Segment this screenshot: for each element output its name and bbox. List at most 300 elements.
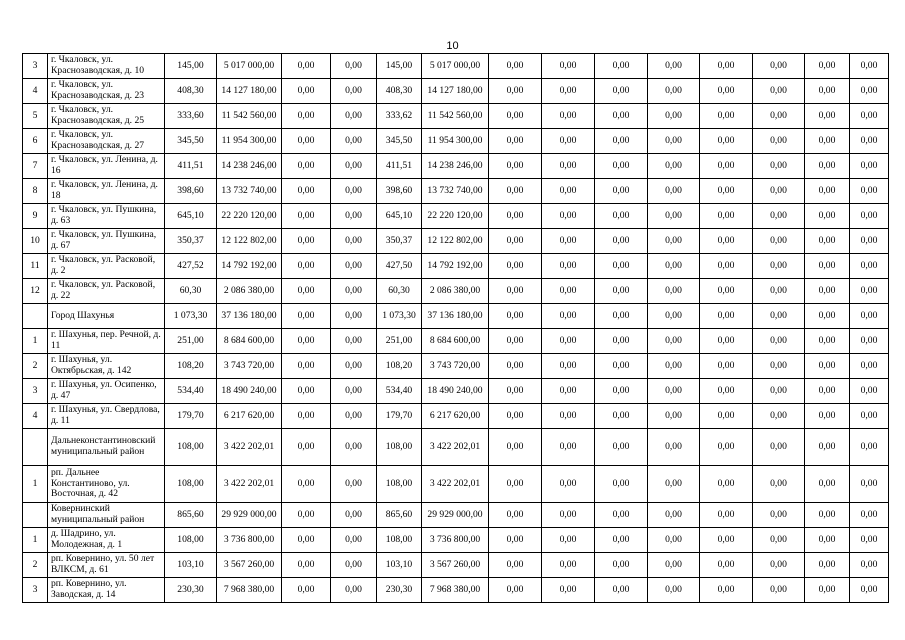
value-cell: 0,00 bbox=[331, 528, 377, 553]
value-cell: 0,00 bbox=[805, 204, 850, 229]
value-cell: 0,00 bbox=[850, 429, 889, 466]
value-cell: 0,00 bbox=[542, 466, 595, 503]
table-body bbox=[23, 54, 889, 603]
row-number-cell: 4 bbox=[23, 79, 48, 104]
value-cell: 0,00 bbox=[282, 466, 331, 503]
value-cell: 0,00 bbox=[489, 379, 542, 404]
table-row bbox=[23, 329, 889, 354]
cost-cell: 14 792 192,00 bbox=[422, 254, 489, 279]
area-cell: 179,70 bbox=[165, 404, 217, 429]
value-cell: 0,00 bbox=[542, 329, 595, 354]
cost-cell: 14 127 180,00 bbox=[422, 79, 489, 104]
value-cell: 0,00 bbox=[542, 79, 595, 104]
address-cell: г. Чкаловск, ул. Пушкина, д. 63 bbox=[48, 204, 165, 229]
area-cell: 145,00 bbox=[377, 54, 422, 79]
row-number-cell: 4 bbox=[23, 404, 48, 429]
area-cell: 350,37 bbox=[377, 229, 422, 254]
value-cell: 0,00 bbox=[595, 279, 648, 304]
value-cell: 0,00 bbox=[648, 354, 700, 379]
value-cell: 0,00 bbox=[648, 503, 700, 528]
area-cell: 534,40 bbox=[165, 379, 217, 404]
value-cell: 0,00 bbox=[805, 578, 850, 603]
address-cell: г. Шахунья, ул. Осипенко, д. 47 bbox=[48, 379, 165, 404]
table-row bbox=[23, 466, 889, 503]
value-cell: 0,00 bbox=[595, 354, 648, 379]
row-number-cell: 8 bbox=[23, 179, 48, 204]
value-cell: 0,00 bbox=[595, 404, 648, 429]
cost-cell: 5 017 000,00 bbox=[217, 54, 282, 79]
value-cell: 0,00 bbox=[331, 79, 377, 104]
value-cell: 0,00 bbox=[542, 54, 595, 79]
value-cell: 0,00 bbox=[595, 179, 648, 204]
value-cell: 0,00 bbox=[850, 466, 889, 503]
value-cell: 0,00 bbox=[850, 54, 889, 79]
row-number-cell: 1 bbox=[23, 466, 48, 503]
value-cell: 0,00 bbox=[850, 154, 889, 179]
value-cell: 0,00 bbox=[595, 379, 648, 404]
value-cell: 0,00 bbox=[805, 429, 850, 466]
cost-cell: 3 736 800,00 bbox=[217, 528, 282, 553]
value-cell: 0,00 bbox=[805, 179, 850, 204]
value-cell: 0,00 bbox=[542, 429, 595, 466]
table-row bbox=[23, 429, 889, 466]
cost-cell: 3 422 202,01 bbox=[422, 429, 489, 466]
value-cell: 0,00 bbox=[805, 379, 850, 404]
value-cell: 0,00 bbox=[648, 129, 700, 154]
value-cell: 0,00 bbox=[595, 154, 648, 179]
value-cell: 0,00 bbox=[700, 578, 753, 603]
value-cell: 0,00 bbox=[805, 404, 850, 429]
value-cell: 0,00 bbox=[542, 279, 595, 304]
value-cell: 0,00 bbox=[805, 503, 850, 528]
value-cell: 0,00 bbox=[700, 553, 753, 578]
table-row bbox=[23, 553, 889, 578]
cost-cell: 2 086 380,00 bbox=[217, 279, 282, 304]
table-row bbox=[23, 54, 889, 79]
area-cell: 145,00 bbox=[165, 54, 217, 79]
area-cell: 230,30 bbox=[377, 578, 422, 603]
value-cell: 0,00 bbox=[331, 578, 377, 603]
value-cell: 0,00 bbox=[805, 304, 850, 329]
value-cell: 0,00 bbox=[648, 553, 700, 578]
value-cell: 0,00 bbox=[595, 429, 648, 466]
value-cell: 0,00 bbox=[850, 354, 889, 379]
cost-cell: 8 684 600,00 bbox=[217, 329, 282, 354]
cost-cell: 14 792 192,00 bbox=[217, 254, 282, 279]
value-cell: 0,00 bbox=[489, 304, 542, 329]
area-cell: 1 073,30 bbox=[165, 304, 217, 329]
value-cell: 0,00 bbox=[542, 553, 595, 578]
value-cell: 0,00 bbox=[331, 279, 377, 304]
value-cell: 0,00 bbox=[648, 154, 700, 179]
value-cell: 0,00 bbox=[331, 229, 377, 254]
area-cell: 408,30 bbox=[165, 79, 217, 104]
value-cell: 0,00 bbox=[700, 179, 753, 204]
value-cell: 0,00 bbox=[805, 229, 850, 254]
value-cell: 0,00 bbox=[489, 329, 542, 354]
value-cell: 0,00 bbox=[850, 304, 889, 329]
area-cell: 108,00 bbox=[377, 429, 422, 466]
value-cell: 0,00 bbox=[700, 354, 753, 379]
value-cell: 0,00 bbox=[489, 503, 542, 528]
value-cell: 0,00 bbox=[850, 279, 889, 304]
value-cell: 0,00 bbox=[700, 279, 753, 304]
value-cell: 0,00 bbox=[331, 379, 377, 404]
value-cell: 0,00 bbox=[282, 129, 331, 154]
value-cell: 0,00 bbox=[282, 329, 331, 354]
value-cell: 0,00 bbox=[331, 129, 377, 154]
table-row bbox=[23, 578, 889, 603]
value-cell: 0,00 bbox=[542, 129, 595, 154]
value-cell: 0,00 bbox=[282, 578, 331, 603]
value-cell: 0,00 bbox=[850, 179, 889, 204]
value-cell: 0,00 bbox=[542, 104, 595, 129]
table-row bbox=[23, 179, 889, 204]
area-cell: 345,50 bbox=[377, 129, 422, 154]
table-row bbox=[23, 129, 889, 154]
row-number-cell: 3 bbox=[23, 54, 48, 79]
address-cell: Ковернинский муниципальный район bbox=[48, 503, 165, 528]
value-cell: 0,00 bbox=[805, 254, 850, 279]
cost-cell: 11 954 300,00 bbox=[422, 129, 489, 154]
table-row bbox=[23, 528, 889, 553]
value-cell: 0,00 bbox=[282, 254, 331, 279]
value-cell: 0,00 bbox=[753, 79, 805, 104]
row-number-cell: 2 bbox=[23, 354, 48, 379]
address-cell: Город Шахунья bbox=[48, 304, 165, 329]
value-cell: 0,00 bbox=[595, 204, 648, 229]
address-cell: г. Чкаловск, ул. Краснозаводская, д. 23 bbox=[48, 79, 165, 104]
value-cell: 0,00 bbox=[648, 329, 700, 354]
row-number-cell: 2 bbox=[23, 553, 48, 578]
table-row bbox=[23, 503, 889, 528]
value-cell: 0,00 bbox=[850, 254, 889, 279]
value-cell: 0,00 bbox=[282, 354, 331, 379]
value-cell: 0,00 bbox=[700, 329, 753, 354]
value-cell: 0,00 bbox=[805, 79, 850, 104]
value-cell: 0,00 bbox=[648, 229, 700, 254]
cost-cell: 14 238 246,00 bbox=[422, 154, 489, 179]
table-row bbox=[23, 304, 889, 329]
row-number-cell: 3 bbox=[23, 578, 48, 603]
value-cell: 0,00 bbox=[489, 179, 542, 204]
area-cell: 108,00 bbox=[377, 528, 422, 553]
value-cell: 0,00 bbox=[753, 503, 805, 528]
table-row bbox=[23, 154, 889, 179]
table-row bbox=[23, 354, 889, 379]
value-cell: 0,00 bbox=[700, 54, 753, 79]
value-cell: 0,00 bbox=[542, 229, 595, 254]
cost-cell: 29 929 000,00 bbox=[217, 503, 282, 528]
cost-cell: 12 122 802,00 bbox=[217, 229, 282, 254]
value-cell: 0,00 bbox=[700, 79, 753, 104]
value-cell: 0,00 bbox=[331, 179, 377, 204]
value-cell: 0,00 bbox=[700, 154, 753, 179]
value-cell: 0,00 bbox=[648, 254, 700, 279]
value-cell: 0,00 bbox=[805, 329, 850, 354]
cost-cell: 37 136 180,00 bbox=[422, 304, 489, 329]
address-cell: д. Шадрино, ул. Молодежная, д. 1 bbox=[48, 528, 165, 553]
area-cell: 251,00 bbox=[165, 329, 217, 354]
cost-cell: 13 732 740,00 bbox=[422, 179, 489, 204]
cost-cell: 8 684 600,00 bbox=[422, 329, 489, 354]
value-cell: 0,00 bbox=[805, 354, 850, 379]
cost-cell: 13 732 740,00 bbox=[217, 179, 282, 204]
cost-cell: 11 954 300,00 bbox=[217, 129, 282, 154]
value-cell: 0,00 bbox=[595, 129, 648, 154]
housing-table bbox=[22, 53, 889, 603]
value-cell: 0,00 bbox=[282, 229, 331, 254]
value-cell: 0,00 bbox=[850, 379, 889, 404]
value-cell: 0,00 bbox=[850, 129, 889, 154]
value-cell: 0,00 bbox=[595, 54, 648, 79]
area-cell: 108,20 bbox=[377, 354, 422, 379]
address-cell: г. Шахунья, ул. Свердлова, д. 11 bbox=[48, 404, 165, 429]
value-cell: 0,00 bbox=[489, 104, 542, 129]
value-cell: 0,00 bbox=[753, 429, 805, 466]
value-cell: 0,00 bbox=[489, 404, 542, 429]
value-cell: 0,00 bbox=[753, 354, 805, 379]
table-row bbox=[23, 379, 889, 404]
value-cell: 0,00 bbox=[648, 279, 700, 304]
value-cell: 0,00 bbox=[595, 578, 648, 603]
row-number-cell bbox=[23, 429, 48, 466]
area-cell: 398,60 bbox=[377, 179, 422, 204]
area-cell: 1 073,30 bbox=[377, 304, 422, 329]
row-number-cell: 1 bbox=[23, 528, 48, 553]
row-number-cell: 3 bbox=[23, 379, 48, 404]
value-cell: 0,00 bbox=[753, 54, 805, 79]
value-cell: 0,00 bbox=[595, 503, 648, 528]
address-cell: Дальнеконстантиновский муниципальный район bbox=[48, 429, 165, 466]
area-cell: 398,60 bbox=[165, 179, 217, 204]
value-cell: 0,00 bbox=[805, 154, 850, 179]
address-cell: г. Чкаловск, ул. Краснозаводская, д. 25 bbox=[48, 104, 165, 129]
value-cell: 0,00 bbox=[805, 528, 850, 553]
value-cell: 0,00 bbox=[753, 129, 805, 154]
cost-cell: 3 567 260,00 bbox=[217, 553, 282, 578]
area-cell: 108,00 bbox=[165, 528, 217, 553]
value-cell: 0,00 bbox=[648, 79, 700, 104]
value-cell: 0,00 bbox=[542, 204, 595, 229]
value-cell: 0,00 bbox=[700, 129, 753, 154]
value-cell: 0,00 bbox=[850, 404, 889, 429]
value-cell: 0,00 bbox=[648, 404, 700, 429]
cost-cell: 14 238 246,00 bbox=[217, 154, 282, 179]
address-cell: г. Чкаловск, ул. Краснозаводская, д. 27 bbox=[48, 129, 165, 154]
cost-cell: 3 743 720,00 bbox=[217, 354, 282, 379]
value-cell: 0,00 bbox=[805, 279, 850, 304]
value-cell: 0,00 bbox=[542, 503, 595, 528]
value-cell: 0,00 bbox=[700, 204, 753, 229]
value-cell: 0,00 bbox=[850, 553, 889, 578]
value-cell: 0,00 bbox=[282, 404, 331, 429]
value-cell: 0,00 bbox=[850, 104, 889, 129]
value-cell: 0,00 bbox=[805, 54, 850, 79]
value-cell: 0,00 bbox=[850, 229, 889, 254]
value-cell: 0,00 bbox=[282, 304, 331, 329]
value-cell: 0,00 bbox=[753, 404, 805, 429]
area-cell: 408,30 bbox=[377, 79, 422, 104]
value-cell: 0,00 bbox=[700, 379, 753, 404]
value-cell: 0,00 bbox=[282, 379, 331, 404]
cost-cell: 2 086 380,00 bbox=[422, 279, 489, 304]
value-cell: 0,00 bbox=[753, 154, 805, 179]
cost-cell: 12 122 802,00 bbox=[422, 229, 489, 254]
area-cell: 103,10 bbox=[165, 553, 217, 578]
value-cell: 0,00 bbox=[648, 204, 700, 229]
value-cell: 0,00 bbox=[331, 204, 377, 229]
value-cell: 0,00 bbox=[331, 404, 377, 429]
cost-cell: 7 968 380,00 bbox=[422, 578, 489, 603]
value-cell: 0,00 bbox=[542, 528, 595, 553]
value-cell: 0,00 bbox=[850, 79, 889, 104]
value-cell: 0,00 bbox=[753, 304, 805, 329]
value-cell: 0,00 bbox=[700, 528, 753, 553]
value-cell: 0,00 bbox=[753, 204, 805, 229]
value-cell: 0,00 bbox=[648, 104, 700, 129]
cost-cell: 6 217 620,00 bbox=[422, 404, 489, 429]
value-cell: 0,00 bbox=[753, 279, 805, 304]
value-cell: 0,00 bbox=[331, 503, 377, 528]
row-number-cell: 7 bbox=[23, 154, 48, 179]
value-cell: 0,00 bbox=[331, 304, 377, 329]
row-number-cell: 10 bbox=[23, 229, 48, 254]
value-cell: 0,00 bbox=[489, 204, 542, 229]
address-cell: г. Чкаловск, ул. Краснозаводская, д. 10 bbox=[48, 54, 165, 79]
address-cell: г. Шахунья, ул. Октябрьская, д. 142 bbox=[48, 354, 165, 379]
value-cell: 0,00 bbox=[648, 379, 700, 404]
value-cell: 0,00 bbox=[282, 54, 331, 79]
value-cell: 0,00 bbox=[648, 304, 700, 329]
cost-cell: 3 422 202,01 bbox=[217, 466, 282, 503]
cost-cell: 3 743 720,00 bbox=[422, 354, 489, 379]
cost-cell: 22 220 120,00 bbox=[422, 204, 489, 229]
area-cell: 411,51 bbox=[165, 154, 217, 179]
value-cell: 0,00 bbox=[700, 503, 753, 528]
value-cell: 0,00 bbox=[753, 466, 805, 503]
value-cell: 0,00 bbox=[282, 528, 331, 553]
cost-cell: 29 929 000,00 bbox=[422, 503, 489, 528]
value-cell: 0,00 bbox=[850, 578, 889, 603]
value-cell: 0,00 bbox=[648, 54, 700, 79]
value-cell: 0,00 bbox=[489, 528, 542, 553]
row-number-cell: 5 bbox=[23, 104, 48, 129]
value-cell: 0,00 bbox=[753, 179, 805, 204]
cost-cell: 18 490 240,00 bbox=[422, 379, 489, 404]
value-cell: 0,00 bbox=[489, 354, 542, 379]
cost-cell: 3 422 202,01 bbox=[422, 466, 489, 503]
area-cell: 251,00 bbox=[377, 329, 422, 354]
area-cell: 108,20 bbox=[165, 354, 217, 379]
value-cell: 0,00 bbox=[850, 329, 889, 354]
row-number-cell: 1 bbox=[23, 329, 48, 354]
value-cell: 0,00 bbox=[542, 254, 595, 279]
cost-cell: 3 422 202,01 bbox=[217, 429, 282, 466]
value-cell: 0,00 bbox=[648, 429, 700, 466]
value-cell: 0,00 bbox=[489, 79, 542, 104]
value-cell: 0,00 bbox=[331, 104, 377, 129]
value-cell: 0,00 bbox=[542, 379, 595, 404]
table-row bbox=[23, 404, 889, 429]
value-cell: 0,00 bbox=[489, 54, 542, 79]
area-cell: 230,30 bbox=[165, 578, 217, 603]
value-cell: 0,00 bbox=[331, 154, 377, 179]
value-cell: 0,00 bbox=[648, 466, 700, 503]
value-cell: 0,00 bbox=[542, 354, 595, 379]
cost-cell: 3 567 260,00 bbox=[422, 553, 489, 578]
address-cell: г. Шахунья, пер. Речной, д. 11 bbox=[48, 329, 165, 354]
value-cell: 0,00 bbox=[595, 553, 648, 578]
area-cell: 103,10 bbox=[377, 553, 422, 578]
value-cell: 0,00 bbox=[805, 129, 850, 154]
page-number: 10 bbox=[446, 40, 459, 52]
value-cell: 0,00 bbox=[282, 154, 331, 179]
cost-cell: 22 220 120,00 bbox=[217, 204, 282, 229]
value-cell: 0,00 bbox=[331, 54, 377, 79]
value-cell: 0,00 bbox=[542, 404, 595, 429]
value-cell: 0,00 bbox=[753, 329, 805, 354]
cost-cell: 5 017 000,00 bbox=[422, 54, 489, 79]
table-row bbox=[23, 104, 889, 129]
area-cell: 108,00 bbox=[165, 466, 217, 503]
area-cell: 865,60 bbox=[377, 503, 422, 528]
value-cell: 0,00 bbox=[595, 104, 648, 129]
area-cell: 333,60 bbox=[165, 104, 217, 129]
value-cell: 0,00 bbox=[595, 254, 648, 279]
value-cell: 0,00 bbox=[542, 578, 595, 603]
table-row bbox=[23, 279, 889, 304]
area-cell: 865,60 bbox=[165, 503, 217, 528]
table-row bbox=[23, 254, 889, 279]
value-cell: 0,00 bbox=[700, 304, 753, 329]
address-cell: рп. Дальнее Константиново, ул. Восточная, д. 42 bbox=[48, 466, 165, 503]
value-cell: 0,00 bbox=[595, 79, 648, 104]
cost-cell: 14 127 180,00 bbox=[217, 79, 282, 104]
value-cell: 0,00 bbox=[753, 229, 805, 254]
area-cell: 645,10 bbox=[165, 204, 217, 229]
value-cell: 0,00 bbox=[850, 503, 889, 528]
address-cell: г. Чкаловск, ул. Расковой, д. 22 bbox=[48, 279, 165, 304]
area-cell: 60,30 bbox=[377, 279, 422, 304]
value-cell: 0,00 bbox=[489, 466, 542, 503]
value-cell: 0,00 bbox=[850, 204, 889, 229]
value-cell: 0,00 bbox=[489, 129, 542, 154]
area-cell: 108,00 bbox=[377, 466, 422, 503]
area-cell: 333,62 bbox=[377, 104, 422, 129]
value-cell: 0,00 bbox=[331, 466, 377, 503]
value-cell: 0,00 bbox=[542, 179, 595, 204]
table-row bbox=[23, 229, 889, 254]
value-cell: 0,00 bbox=[700, 104, 753, 129]
row-number-cell bbox=[23, 503, 48, 528]
value-cell: 0,00 bbox=[753, 553, 805, 578]
value-cell: 0,00 bbox=[489, 154, 542, 179]
value-cell: 0,00 bbox=[700, 254, 753, 279]
value-cell: 0,00 bbox=[282, 429, 331, 466]
value-cell: 0,00 bbox=[850, 528, 889, 553]
value-cell: 0,00 bbox=[331, 354, 377, 379]
value-cell: 0,00 bbox=[282, 553, 331, 578]
cost-cell: 3 736 800,00 bbox=[422, 528, 489, 553]
value-cell: 0,00 bbox=[489, 429, 542, 466]
value-cell: 0,00 bbox=[700, 429, 753, 466]
value-cell: 0,00 bbox=[489, 578, 542, 603]
value-cell: 0,00 bbox=[648, 179, 700, 204]
value-cell: 0,00 bbox=[595, 528, 648, 553]
table-row bbox=[23, 79, 889, 104]
value-cell: 0,00 bbox=[595, 466, 648, 503]
